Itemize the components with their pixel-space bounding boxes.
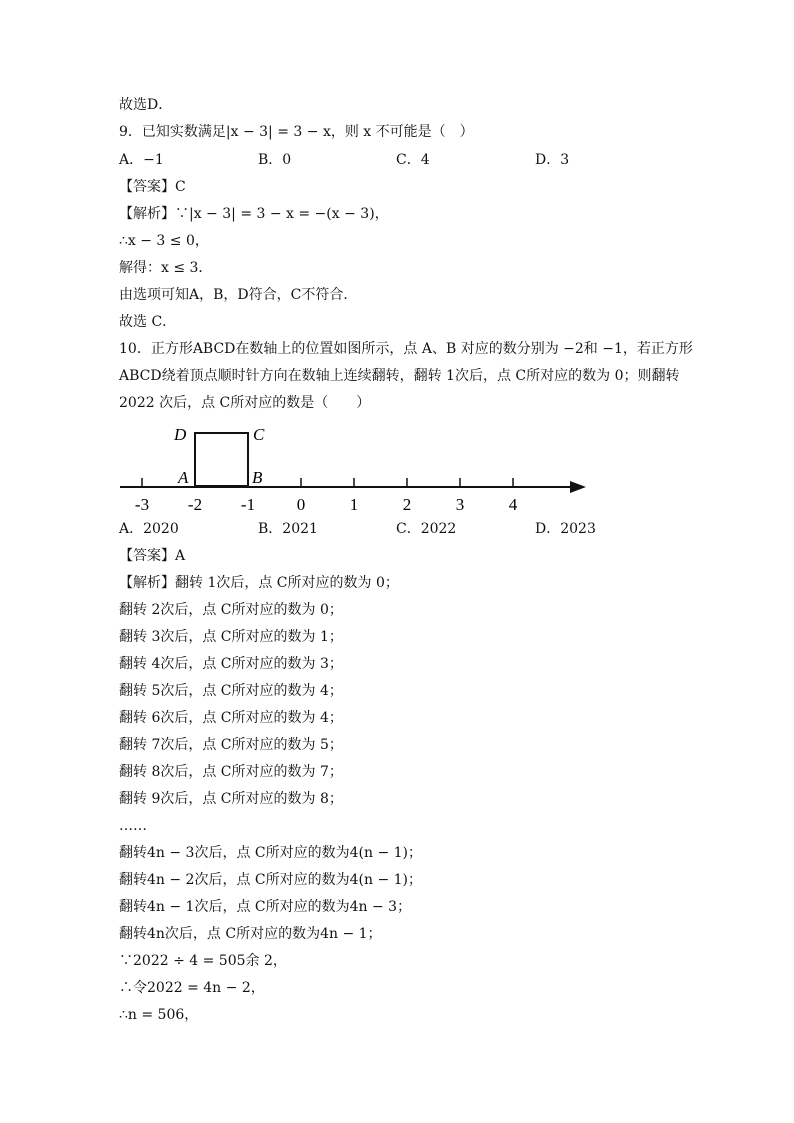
q10-answer: 【答案】A bbox=[119, 548, 186, 564]
q9-option-b: B．0 bbox=[258, 152, 292, 168]
q10-analysis-line-7: 翻转 7次后，点 C所对应的数为 5； bbox=[119, 737, 343, 753]
q9-answer: 【答案】C bbox=[119, 179, 186, 195]
axis-tick-label: 4 bbox=[508, 495, 518, 514]
q10-analysis-line-2: 翻转 2次后，点 C所对应的数为 0； bbox=[119, 602, 343, 618]
axis-tick-label: 1 bbox=[349, 495, 359, 514]
q10-option-c: C．2022 bbox=[396, 521, 457, 537]
q10-stem-line-3: 2022 次后，点 C所对应的数是（ ） bbox=[119, 395, 371, 411]
q8-conclusion: 故选D． bbox=[119, 97, 173, 113]
q10-analysis-line-14: 翻转4n次后，点 C所对应的数为4n − 1； bbox=[119, 926, 382, 942]
q9-analysis-line-3: 解得：x ≤ 3． bbox=[119, 260, 213, 276]
q9-analysis-line-1: 【解析】∵|x − 3| = 3 − x = −(x − 3)， bbox=[119, 206, 389, 222]
q10-analysis-line-16: ∴令2022 = 4n − 2， bbox=[119, 980, 265, 996]
vertex-label-d: D bbox=[174, 425, 187, 444]
q10-analysis-line-4: 翻转 4次后，点 C所对应的数为 3； bbox=[119, 656, 343, 672]
axis-tick-label: -2 bbox=[187, 495, 203, 514]
axis-tick-label: -1 bbox=[240, 495, 256, 514]
q10-analysis-line-3: 翻转 3次后，点 C所对应的数为 1； bbox=[119, 629, 343, 645]
q10-stem-line-2: ABCD绕着顶点顺时针方向在数轴上连续翻转，翻转 1次后，点 C所对应的数为 0；则翻转 bbox=[119, 368, 680, 384]
q10-analysis-line-10: …… bbox=[119, 818, 147, 834]
q10-analysis-line-13: 翻转4n − 1次后，点 C所对应的数为4n − 3； bbox=[119, 899, 412, 915]
q9-stem: 9．已知实数满足|x − 3| = 3 − x，则 x 不可能是（ ） bbox=[119, 124, 474, 140]
q10-stem-line-1: 10．正方形ABCD在数轴上的位置如图所示，点 A、B 对应的数分别为 −2和 −1，若正方形 bbox=[119, 341, 693, 357]
axis-tick-label: 0 bbox=[296, 495, 306, 514]
q9-option-c: C．4 bbox=[396, 152, 430, 168]
q10-option-b: B．2021 bbox=[258, 521, 318, 537]
q10-analysis-line-15: ∵2022 ÷ 4 = 505余 2， bbox=[119, 953, 287, 969]
q10-analysis-line-11: 翻转4n − 3次后，点 C所对应的数为4(n − 1)； bbox=[119, 845, 423, 861]
axis-tick-label: 2 bbox=[402, 495, 412, 514]
q10-analysis-line-9: 翻转 9次后，点 C所对应的数为 8； bbox=[119, 791, 343, 807]
q10-analysis-line-5: 翻转 5次后，点 C所对应的数为 4； bbox=[119, 683, 343, 699]
q9-analysis-line-5: 故选 C． bbox=[119, 314, 177, 330]
axis-arrow-icon bbox=[570, 481, 586, 493]
axis-tick-label: -3 bbox=[134, 495, 150, 514]
q10-analysis-line-12: 翻转4n − 2次后，点 C所对应的数为4(n − 1)； bbox=[119, 872, 423, 888]
q10-option-a: A．2020 bbox=[119, 521, 179, 537]
vertex-label-a: A bbox=[178, 468, 189, 487]
q10-option-d: D．2023 bbox=[535, 521, 596, 537]
q10-analysis-line-6: 翻转 6次后，点 C所对应的数为 4； bbox=[119, 710, 343, 726]
vertex-label-c: C bbox=[253, 425, 265, 444]
q9-option-d: D．3 bbox=[535, 152, 570, 168]
q9-analysis-line-4: 由选项可知A，B，D符合，C不符合． bbox=[119, 287, 358, 303]
q10-analysis-line-1: 【解析】翻转 1次后，点 C所对应的数为 0； bbox=[119, 575, 399, 591]
q9-option-a: A．−1 bbox=[119, 152, 164, 168]
q10-analysis-line-17: ∴n = 506， bbox=[119, 1007, 199, 1023]
q9-analysis-line-2: ∴x − 3 ≤ 0， bbox=[119, 233, 209, 249]
q10-figure bbox=[110, 418, 600, 518]
vertex-label-b: B bbox=[252, 468, 263, 487]
axis-tick-label: 3 bbox=[455, 495, 465, 514]
square-abcd bbox=[195, 433, 248, 486]
axis-ticks bbox=[135, 478, 518, 514]
q10-analysis-line-8: 翻转 8次后，点 C所对应的数为 7； bbox=[119, 764, 343, 780]
